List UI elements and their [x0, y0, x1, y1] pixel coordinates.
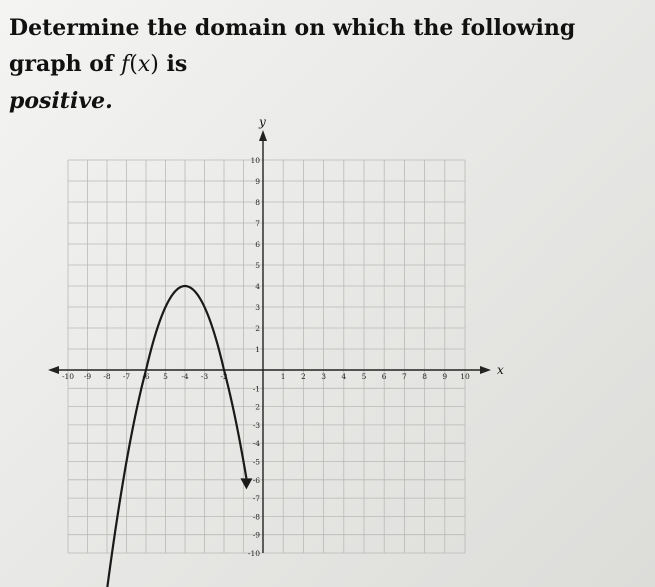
x-tick-label: 10 [460, 372, 470, 381]
x-tick-label: 7 [402, 372, 407, 381]
y-tick-label: 5 [255, 261, 260, 270]
question-line-2: positive. [9, 88, 113, 114]
y-tick-label: -3 [252, 420, 260, 430]
x-tick-label: -7 [122, 372, 131, 381]
x-tick-label: 3 [321, 372, 326, 381]
x-tick-label: 2 [301, 372, 306, 381]
x-tick-label: -6 [142, 372, 150, 381]
y-tick-label: -1 [252, 384, 260, 394]
y-tick-label: 2 [255, 324, 260, 333]
y-axis-arrow-up [259, 130, 267, 141]
x-tick-label: -3 [200, 372, 209, 381]
y-tick-label: 4 [255, 282, 260, 291]
x-tick-label: 6 [381, 372, 387, 381]
y-tick-label: -10 [247, 549, 260, 558]
function-variable: x [137, 52, 151, 77]
y-tick-label: -5 [252, 457, 260, 467]
x-tick-label: 5 [361, 372, 367, 381]
curve-arrow-right [240, 478, 252, 489]
x-tick-label: -8 [103, 372, 111, 381]
x-tick-label: -2 [220, 372, 228, 381]
y-tick-label: 7 [255, 219, 260, 228]
function-name: f [121, 52, 130, 77]
y-tick-label: 6 [255, 240, 260, 249]
x-axis-label: x [497, 363, 504, 377]
x-axis-arrow-right [480, 366, 491, 374]
y-tick-label: -8 [252, 512, 260, 522]
x-tick-label: 1 [280, 372, 286, 381]
y-tick-label: 10 [250, 156, 260, 165]
y-tick-label: -7 [252, 494, 260, 504]
x-tick-label: -9 [83, 372, 92, 381]
x-tick-label: -4 [181, 372, 189, 381]
x-axis-arrow-left [48, 366, 59, 374]
y-axis-label: y [259, 115, 266, 129]
y-tick-label: 8 [255, 198, 260, 207]
y-tick-label: 1 [255, 345, 260, 354]
y-tick-label: 2 [255, 402, 260, 412]
y-tick-label: 3 [255, 303, 260, 312]
x-tick-label: 5 [163, 372, 168, 381]
x-tick-label: 4 [341, 372, 347, 381]
y-tick-label: -6 [252, 475, 260, 485]
open-paren: ( [129, 52, 138, 77]
y-tick-label: -4 [252, 439, 260, 449]
question-part-2: is [158, 51, 188, 77]
question-part-1: Determine the domain on which the following graph of [9, 15, 576, 77]
x-tick-label: 8 [422, 372, 427, 381]
y-tick-label: -9 [252, 530, 260, 540]
x-tick-label: -10 [61, 372, 75, 381]
close-paren: ) [150, 52, 159, 77]
x-tick-label: 9 [442, 372, 448, 381]
y-tick-label: 9 [255, 177, 260, 186]
